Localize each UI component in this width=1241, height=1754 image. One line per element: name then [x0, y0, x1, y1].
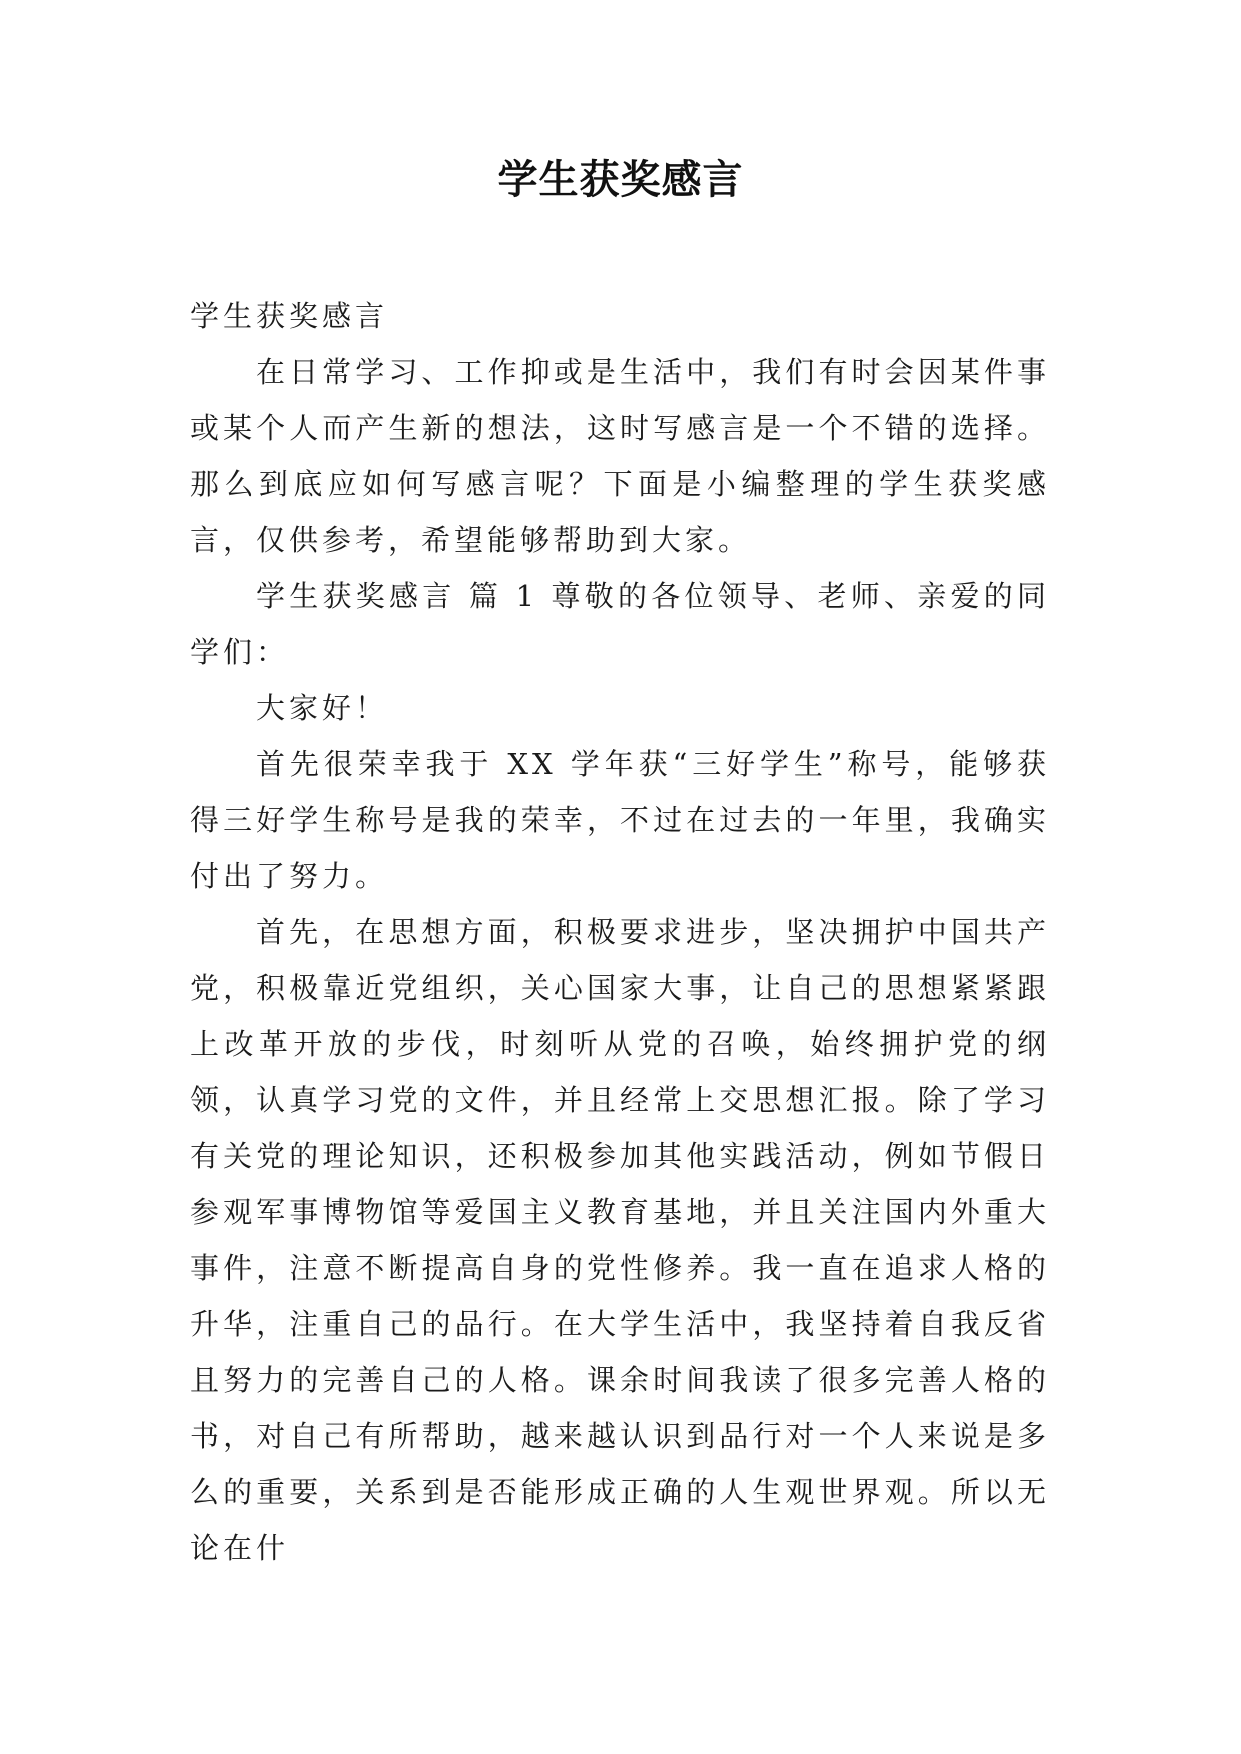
- paragraph-heading: 学生获奖感言: [190, 299, 389, 333]
- paragraph-greeting: 大家好！: [256, 691, 389, 725]
- paragraph-salutation: 学生获奖感言 篇 1 尊敬的各位领导、老师、亲爱的同学们：: [190, 579, 1050, 669]
- document-title: 学生获奖感言: [497, 156, 744, 203]
- paragraph-intro: 在日常学习、工作抑或是生活中，我们有时会因某件事或某个人而产生新的想法，这时写感言是一个不错的选择。那么到底应如何写感言呢？下面是小编整理的学生获奖感言，仅供参考，希望能够帮助到大家。: [190, 355, 1050, 557]
- document-body: [190, 288, 1050, 1576]
- paragraph-ideology: 首先，在思想方面，积极要求进步，坚决拥护中国共产党，积极靠近党组织，关心国家大事，让自己的思想紧紧跟上改革开放的步伐，时刻听从党的召唤，始终拥护党的纲领，认真学习党的文件，并且经常上交思想汇报。除了学习有关党的理论知识，还积极参加其他实践活动，例如节假日参观军事博物馆等爱国主义教育基地，并且关注国内外重大事件，注意不断提高自身的党性修养。我一直在追求人格的升华，注重自己的品行。在大学生活中，我坚持着自我反省且努力的完善自己的人格。课余时间我读了很多完善人格的书，对自己有所帮助，越来越认识到品行对一个人来说是多么的重要，关系到是否能形成正确的人生观世界观。所以无论在什: [190, 915, 1050, 1565]
- paragraph-honor: 首先很荣幸我于 XX 学年获“三好学生”称号，能够获得三好学生称号是我的荣幸，不过在过去的一年里，我确实付出了努力。: [190, 747, 1050, 893]
